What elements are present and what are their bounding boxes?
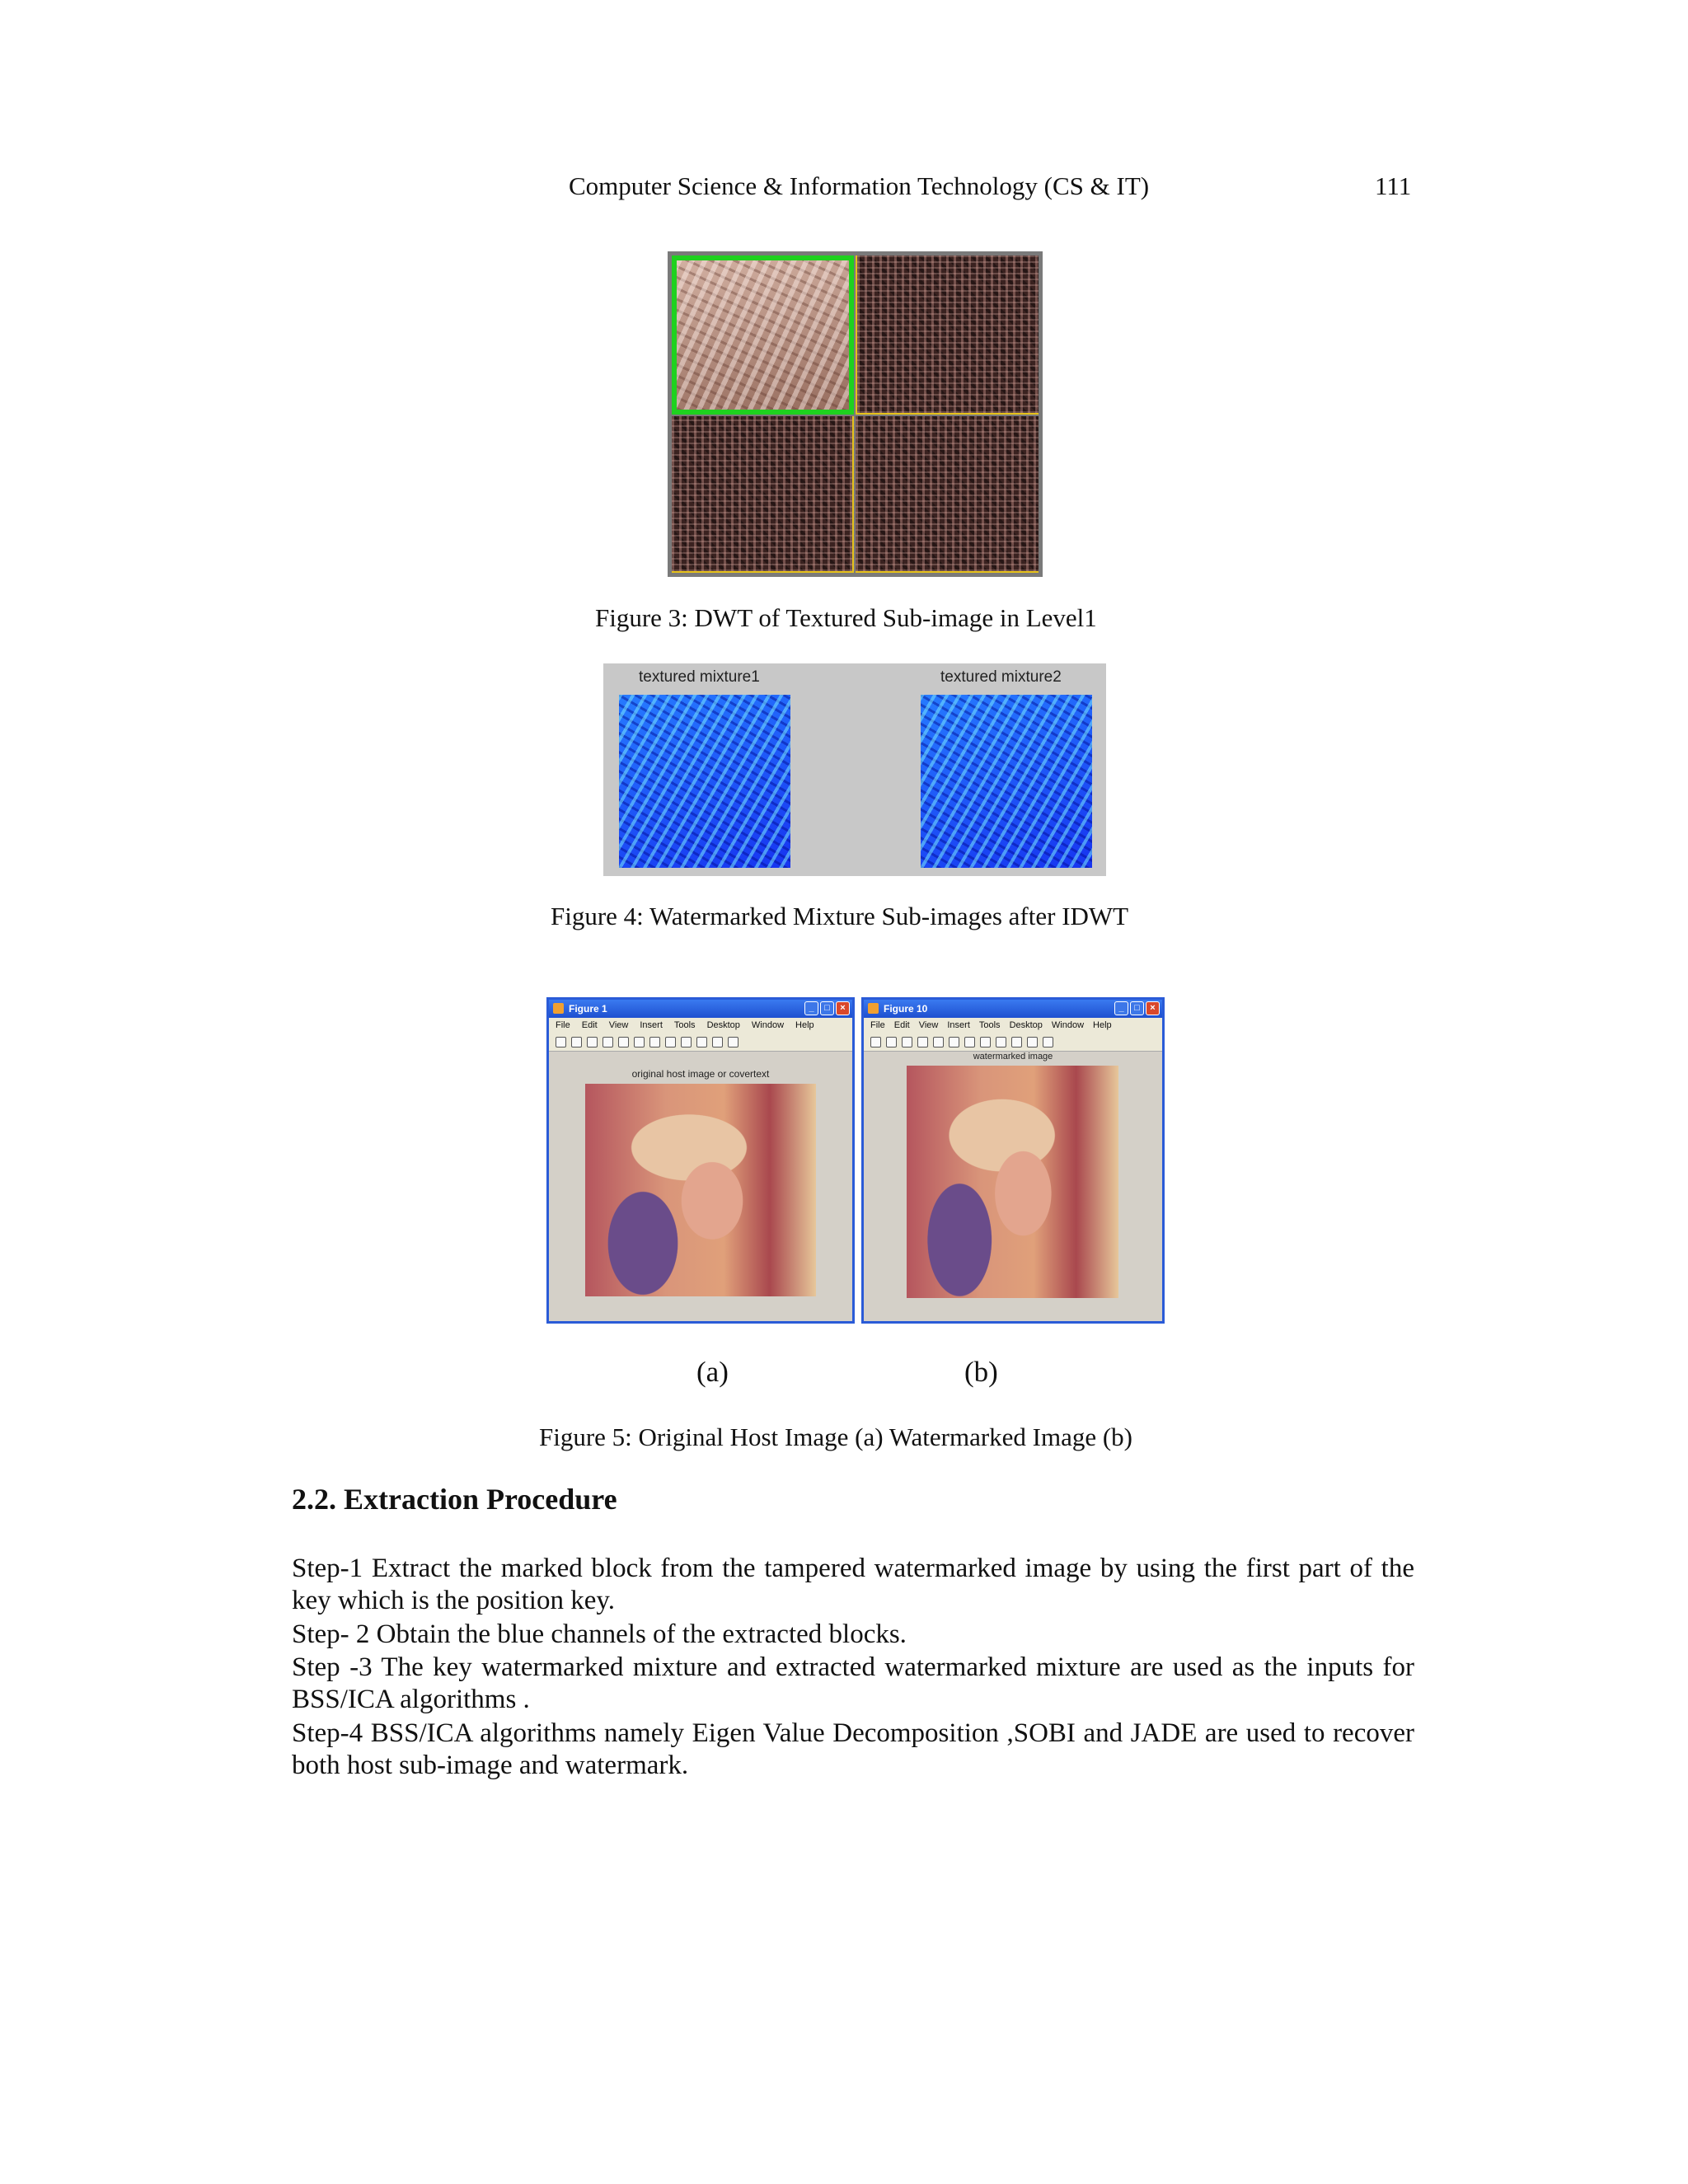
menu-edit[interactable]: Edit [893, 1020, 910, 1030]
step-3: Step -3 The key watermarked mixture and extracted watermarked mixture are used as the inputs for BSS/ICA algorithms . [292, 1652, 1414, 1714]
save-icon[interactable] [587, 1037, 598, 1047]
watermarked-image [907, 1066, 1118, 1298]
menu-desktop[interactable]: Desktop [1009, 1020, 1043, 1030]
legend-icon[interactable] [1043, 1037, 1053, 1047]
zoom-in-icon[interactable] [634, 1037, 645, 1047]
sublabel-b: (b) [964, 1356, 998, 1388]
page-number: 111 [1375, 171, 1412, 200]
figure-4-caption: Figure 4: Watermarked Mixture Sub-images after IDWT [551, 902, 1129, 930]
new-figure-icon[interactable] [556, 1037, 566, 1047]
menu-insert[interactable]: Insert [640, 1020, 663, 1030]
data-cursor-icon[interactable] [1011, 1037, 1022, 1047]
open-icon[interactable] [886, 1037, 897, 1047]
window-a-title: Figure 1 [569, 1003, 607, 1015]
legend-icon[interactable] [728, 1037, 738, 1047]
menu-desktop[interactable]: Desktop [706, 1020, 740, 1030]
step-1: Step-1 Extract the marked block from the tampered watermarked image by using the first part of the key which is the position key. [292, 1554, 1414, 1615]
zoom-in-icon[interactable] [949, 1037, 959, 1047]
dwt-ll-subband [672, 255, 854, 415]
menu-help[interactable]: Help [795, 1020, 814, 1030]
maximize-icon[interactable]: □ [1130, 1001, 1144, 1015]
menu-help[interactable]: Help [1093, 1020, 1112, 1030]
window-b-titlebar[interactable] [864, 1000, 1162, 1018]
figure-3-dwt-image [668, 251, 1043, 577]
window-a-titlebar[interactable] [549, 1000, 852, 1018]
pointer-icon[interactable] [618, 1037, 629, 1047]
figure-window-b [861, 997, 1165, 1324]
save-icon[interactable] [902, 1037, 912, 1047]
mixture1-title: textured mixture1 [639, 668, 760, 686]
menu-insert[interactable]: Insert [947, 1020, 970, 1030]
menu-tools[interactable]: Tools [978, 1020, 1001, 1030]
mixture2-title: textured mixture2 [940, 668, 1062, 686]
minimize-icon[interactable]: _ [804, 1001, 818, 1015]
window-b-toolbar [864, 1033, 1162, 1052]
matlab-icon [553, 1003, 564, 1014]
rotate-icon[interactable] [681, 1037, 692, 1047]
open-icon[interactable] [571, 1037, 582, 1047]
print-icon[interactable] [917, 1037, 928, 1047]
menu-view[interactable]: View [918, 1020, 939, 1030]
data-cursor-icon[interactable] [696, 1037, 707, 1047]
window-a-toolbar [549, 1033, 852, 1052]
minimize-icon[interactable]: _ [1114, 1001, 1128, 1015]
print-icon[interactable] [603, 1037, 613, 1047]
step-2: Step- 2 Obtain the blue channels of the extracted blocks. [292, 1619, 907, 1649]
section-heading: 2.2. Extraction Procedure [292, 1483, 617, 1516]
zoom-out-icon[interactable] [964, 1037, 975, 1047]
pointer-icon[interactable] [933, 1037, 944, 1047]
figure-window-a [546, 997, 855, 1324]
mixture1-image [619, 695, 790, 868]
menu-window[interactable]: Window [751, 1020, 785, 1030]
sublabel-a: (a) [696, 1356, 729, 1388]
zoom-out-icon[interactable] [649, 1037, 660, 1047]
figure-5-caption: Figure 5: Original Host Image (a) Watermarked Image (b) [539, 1422, 1133, 1451]
step-4: Step-4 BSS/ICA algorithms namely Eigen Value Decomposition ,SOBI and JADE are used to recover both host sub-image and watermark. [292, 1718, 1414, 1780]
colorbar-icon[interactable] [1027, 1037, 1038, 1047]
menu-file[interactable]: File [870, 1020, 885, 1030]
host-image [585, 1084, 816, 1296]
window-b-menubar [864, 1018, 1162, 1033]
window-a-menubar [549, 1018, 852, 1033]
matlab-icon [868, 1003, 879, 1014]
pan-icon[interactable] [665, 1037, 676, 1047]
menu-file[interactable]: File [556, 1020, 570, 1030]
figure-3-caption: Figure 3: DWT of Textured Sub-image in Level1 [595, 603, 1097, 632]
mixture2-image [921, 695, 1092, 868]
menu-tools[interactable]: Tools [673, 1020, 696, 1030]
dwt-hh-subband [856, 416, 1039, 573]
dwt-lh-subband [672, 416, 854, 573]
menu-edit[interactable]: Edit [581, 1020, 598, 1030]
axes-title-b: watermarked image [973, 1052, 1053, 1062]
close-icon[interactable]: × [1146, 1001, 1160, 1015]
close-icon[interactable]: × [836, 1001, 850, 1015]
rotate-icon[interactable] [996, 1037, 1006, 1047]
window-b-title: Figure 10 [884, 1003, 928, 1015]
figure-4-mixtures [603, 663, 1106, 876]
maximize-icon[interactable]: □ [820, 1001, 834, 1015]
pan-icon[interactable] [980, 1037, 991, 1047]
axes-title-a: original host image or covertext [631, 1068, 770, 1080]
dwt-hl-subband [856, 255, 1039, 415]
menu-window[interactable]: Window [1051, 1020, 1085, 1030]
menu-view[interactable]: View [608, 1020, 629, 1030]
new-figure-icon[interactable] [870, 1037, 881, 1047]
colorbar-icon[interactable] [712, 1037, 723, 1047]
running-header: Computer Science & Information Technology (CS & IT) [569, 171, 1150, 200]
